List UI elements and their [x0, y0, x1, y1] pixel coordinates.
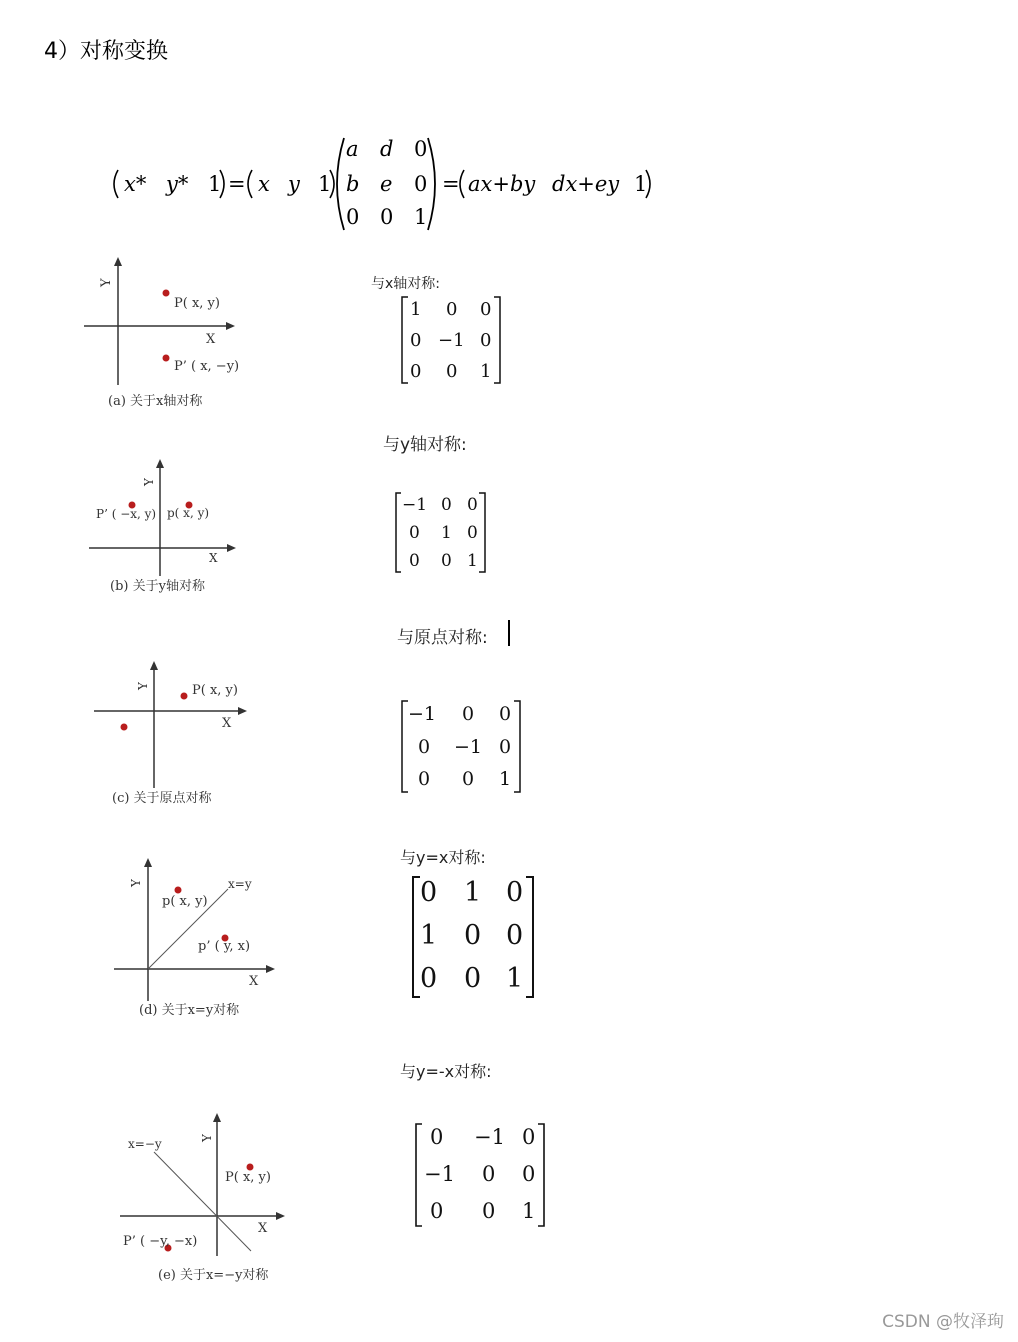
svg-text:−1: −1 — [454, 736, 483, 758]
figure-caption: (c) 关于原点对称 — [112, 791, 212, 806]
figure-y-equals-neg-x-symmetry — [118, 1110, 298, 1264]
svg-text:−1: −1 — [408, 703, 437, 725]
axis-y-label: Y — [136, 682, 150, 690]
eq-row-2: 1 — [318, 172, 332, 196]
axis-y-label: Y — [200, 1134, 214, 1142]
svg-text:0: 0 — [467, 495, 478, 515]
watermark: CSDN @牧泽珣 — [882, 1312, 1004, 1332]
figure-y-axis-symmetry — [85, 456, 245, 582]
svg-text:1: 1 — [467, 551, 478, 571]
eq-m-02: 0 — [414, 137, 428, 161]
eq-m-22: 1 — [414, 205, 428, 229]
eq-rhs-2: 1 — [634, 172, 648, 196]
axis-y-label: Y — [142, 478, 156, 486]
svg-text:0: 0 — [418, 768, 431, 790]
eq-row-0: x — [258, 172, 270, 196]
eq-m-21: 0 — [380, 205, 394, 229]
point-p-label: p( x, y) — [162, 894, 208, 909]
axis-x-label: X — [222, 716, 232, 731]
svg-text:0: 0 — [410, 361, 422, 382]
point-p — [175, 887, 182, 894]
point-p-prime — [163, 355, 170, 362]
figure-origin-symmetry — [92, 658, 257, 794]
point-p-prime-label: P’ ( x, −y) — [174, 359, 240, 374]
svg-text:0: 0 — [482, 1199, 496, 1223]
point-p-label: P( x, y) — [192, 683, 238, 698]
svg-text:0: 0 — [441, 551, 452, 571]
svg-text:0: 0 — [464, 963, 482, 994]
diagonal-label: x=−y — [128, 1137, 162, 1151]
axis-x-label: X — [206, 332, 216, 347]
point-p-prime-label: p’ ( y, x) — [198, 939, 251, 954]
svg-text:0: 0 — [522, 1162, 536, 1186]
matrix-x-axis — [400, 295, 510, 391]
eq-m-01: d — [380, 137, 394, 161]
section-label: 与y=x对称: — [400, 848, 486, 867]
figure-x-axis-symmetry — [80, 255, 260, 394]
svg-text:0: 0 — [482, 1162, 496, 1186]
eq-lhs-1: y* — [166, 172, 189, 196]
axis-x-label: X — [258, 1221, 268, 1236]
svg-text:1: 1 — [420, 920, 438, 951]
point-p-prime-label: P’ ( −x, y) — [96, 507, 157, 521]
matrix-y-axis — [393, 490, 493, 580]
point-p — [181, 693, 188, 700]
section-label: 与y=-x对称: — [400, 1062, 492, 1081]
axis-x-label: X — [209, 551, 218, 565]
axis-y-label: Y — [129, 879, 143, 887]
svg-text:0: 0 — [464, 920, 482, 951]
svg-text:0: 0 — [420, 877, 438, 908]
svg-text:0: 0 — [420, 963, 438, 994]
svg-text:0: 0 — [418, 736, 431, 758]
svg-text:−1: −1 — [474, 1125, 505, 1149]
eq-lhs-0: x* — [124, 172, 147, 196]
matrix-y-equals-neg-x — [410, 1120, 555, 1234]
point-p-label: P( x, y) — [174, 296, 220, 311]
axis-y-label: Y — [99, 278, 114, 287]
section-heading: 4）对称变换 — [44, 39, 168, 64]
svg-text:0: 0 — [467, 523, 478, 543]
axis-x-label: X — [249, 974, 259, 989]
svg-text:0: 0 — [462, 768, 475, 790]
point-p — [163, 290, 170, 297]
svg-text:1: 1 — [499, 768, 512, 790]
svg-text:0: 0 — [430, 1125, 444, 1149]
svg-text:0: 0 — [430, 1199, 444, 1223]
svg-text:0: 0 — [409, 551, 420, 571]
eq-row-1: y — [288, 172, 300, 196]
svg-text:0: 0 — [446, 299, 458, 320]
eq-lhs-2: 1 — [208, 172, 222, 196]
svg-text:0: 0 — [480, 330, 492, 351]
svg-text:−1: −1 — [438, 330, 465, 351]
svg-text:−1: −1 — [424, 1162, 455, 1186]
svg-text:=: = — [442, 172, 460, 196]
figure-caption: (e) 关于x=−y对称 — [158, 1268, 269, 1283]
svg-text:0: 0 — [480, 299, 492, 320]
transform-equation — [108, 132, 668, 238]
svg-text:1: 1 — [441, 523, 452, 543]
figure-y-equals-x-symmetry — [112, 855, 287, 1009]
figure-caption: (d) 关于x=y对称 — [139, 1003, 240, 1018]
svg-text:0: 0 — [506, 920, 524, 951]
point-p-prime-label: P’ ( −y, −x) — [123, 1234, 198, 1249]
eq-rhs-1: dx+ey — [552, 172, 620, 196]
text-cursor — [508, 620, 510, 646]
svg-text:1: 1 — [410, 299, 422, 320]
svg-text:0: 0 — [499, 703, 512, 725]
point-p-label: P( x, y) — [225, 1170, 271, 1185]
matrix-y-equals-x — [408, 873, 543, 1005]
section-label: 与原点对称: — [397, 628, 488, 648]
svg-text:0: 0 — [506, 877, 524, 908]
matrix-origin — [398, 698, 528, 800]
diagonal-label: x=y — [228, 877, 252, 891]
figure-caption: (a) 关于x轴对称 — [108, 394, 203, 409]
svg-text:−1: −1 — [402, 495, 428, 515]
eq-m-11: e — [380, 172, 393, 196]
svg-text:0: 0 — [441, 495, 452, 515]
point-p-label: p( x, y) — [167, 506, 210, 520]
eq-m-10: b — [346, 172, 360, 196]
svg-text:0: 0 — [409, 523, 420, 543]
svg-text:1: 1 — [464, 877, 482, 908]
svg-text:=: = — [228, 172, 246, 196]
point-p-prime — [121, 724, 128, 731]
svg-text:1: 1 — [522, 1199, 536, 1223]
svg-text:0: 0 — [446, 361, 458, 382]
svg-text:0: 0 — [499, 736, 512, 758]
svg-text:0: 0 — [462, 703, 475, 725]
section-label: 与x轴对称: — [371, 276, 441, 292]
eq-m-00: a — [346, 137, 359, 161]
eq-m-20: 0 — [346, 205, 360, 229]
section-label: 与y轴对称: — [383, 435, 467, 455]
svg-text:0: 0 — [410, 330, 422, 351]
svg-text:1: 1 — [480, 361, 492, 382]
eq-m-12: 0 — [414, 172, 428, 196]
svg-text:1: 1 — [506, 963, 524, 994]
svg-text:0: 0 — [522, 1125, 536, 1149]
figure-caption: (b) 关于y轴对称 — [110, 579, 205, 594]
eq-rhs-0: ax+by — [468, 172, 536, 196]
